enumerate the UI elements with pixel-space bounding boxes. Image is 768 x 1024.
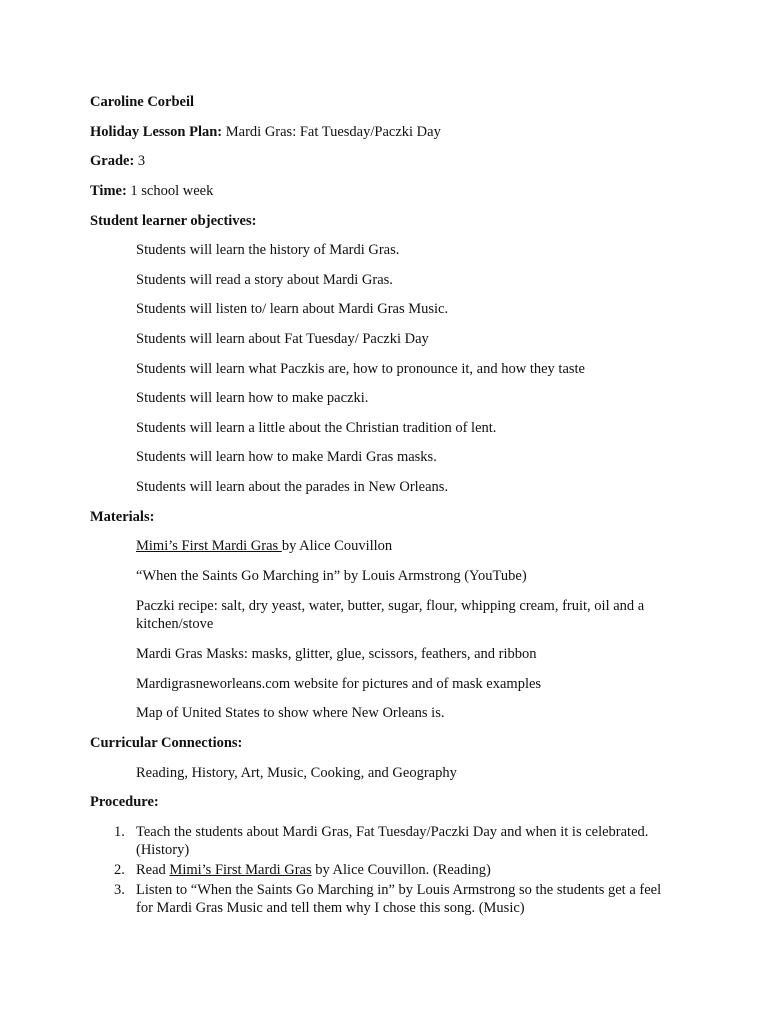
material-recipe: Paczki recipe: salt, dry yeast, water, butter, sugar, flour, whipping cream, fruit, oil and a kitchen/stove	[136, 598, 645, 632]
objective-item: Students will learn about Fat Tuesday/ Paczki Day	[136, 331, 429, 347]
procedure-number: 1.	[114, 824, 125, 840]
procedure-number: 2.	[114, 862, 125, 878]
grade-label: Grade:	[90, 153, 135, 169]
objective-item: Students will learn how to make paczki.	[136, 390, 369, 406]
time-label: Time:	[90, 183, 127, 199]
objective-item: Students will learn about the parades in New Orleans.	[136, 479, 449, 495]
book-title: Mimi’s First Mardi Gras	[169, 862, 312, 878]
procedure-item: Listen to “When the Saints Go Marching in” by Louis Armstrong so the students get a feel for Mardi Gras Music and tell them why I chose this song. (Music)	[136, 882, 662, 916]
objective-item: Students will learn how to make Mardi Gras masks.	[136, 449, 437, 465]
objectives-heading: Student learner objectives:	[90, 213, 257, 229]
lesson-plan-line	[90, 123, 441, 141]
procedure-heading: Procedure:	[90, 794, 159, 810]
materials-heading: Materials:	[90, 509, 155, 525]
time-value: 1 school week	[126, 183, 214, 199]
procedure-number: 3.	[114, 882, 125, 898]
objective-item: Students will learn what Paczkis are, how to pronounce it, and how they taste	[136, 361, 585, 377]
material-masks: Mardi Gras Masks: masks, glitter, glue, scissors, feathers, and ribbon	[136, 646, 537, 662]
objective-item: Students will listen to/ learn about Mardi Gras Music.	[136, 301, 449, 317]
connections-heading: Curricular Connections:	[90, 735, 243, 751]
material-book	[136, 537, 392, 555]
material-map: Map of United States to show where New Orleans is.	[136, 705, 445, 721]
objective-item: Students will learn the history of Mardi Gras.	[136, 242, 400, 258]
procedure-item: Teach the students about Mardi Gras, Fat Tuesday/Paczki Day and when it is celebrated. (History)	[136, 824, 649, 858]
lesson-plan-value: Mardi Gras: Fat Tuesday/Paczki Day	[222, 124, 441, 140]
material-website: Mardigrasneworleans.com website for pictures and of mask examples	[136, 676, 542, 692]
grade-line	[90, 152, 145, 170]
objective-item: Students will read a story about Mardi Gras.	[136, 272, 393, 288]
material-song: “When the Saints Go Marching in” by Louis Armstrong (YouTube)	[136, 568, 527, 584]
objective-item: Students will learn a little about the Christian tradition of lent.	[136, 420, 497, 436]
time-line	[90, 182, 213, 200]
book-author: by Alice Couvillon	[281, 538, 393, 554]
procedure-item: Read Mimi’s First Mardi Gras by Alice Couvillon. (Reading)	[136, 862, 491, 878]
connections-text: Reading, History, Art, Music, Cooking, and Geography	[136, 765, 457, 781]
book-title: Mimi’s First Mardi Gras	[136, 538, 282, 554]
author-name: Caroline Corbeil	[90, 94, 195, 110]
lesson-plan-label: Holiday Lesson Plan:	[90, 124, 223, 140]
grade-value: 3	[134, 153, 146, 169]
